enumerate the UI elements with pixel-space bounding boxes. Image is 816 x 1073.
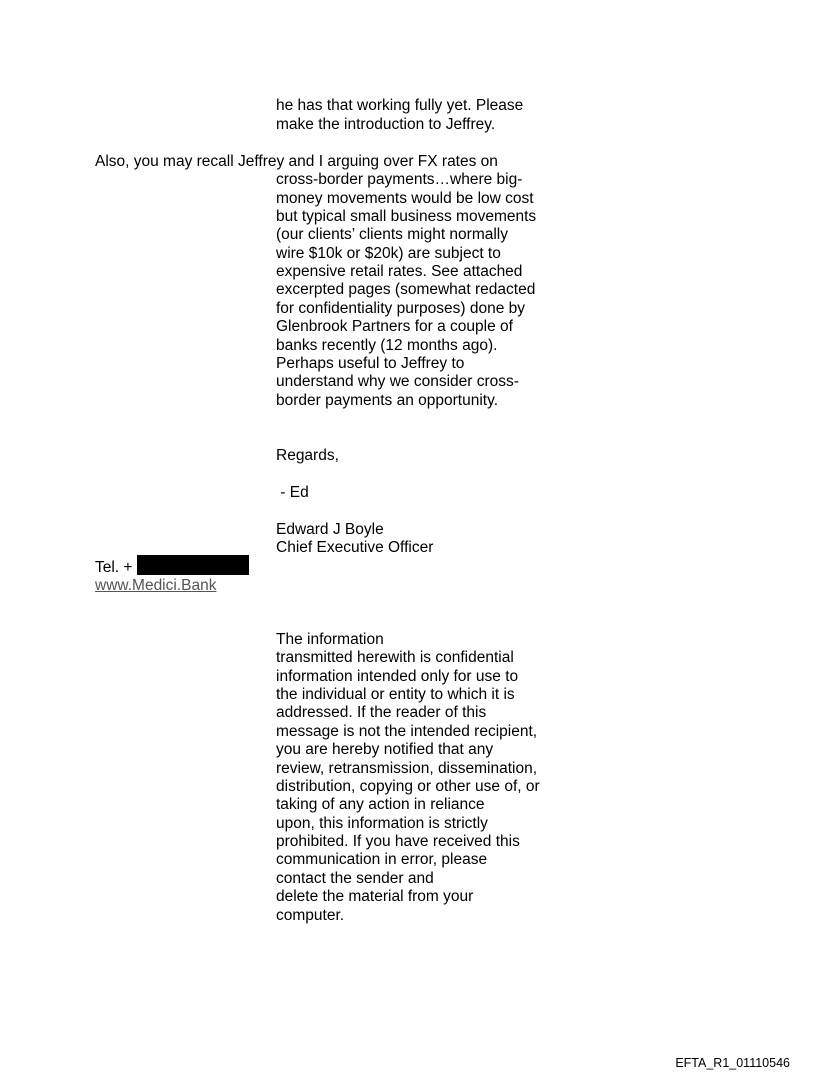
disclaimer-line: review, retransmission, dissemination,: [276, 759, 538, 777]
email-body-line: for confidentiality purposes) done by: [276, 299, 526, 317]
signature-name: Edward J Boyle: [276, 520, 384, 538]
email-body-line: expensive retail rates. See attached: [276, 263, 523, 280]
disclaimer-line: you are hereby notified that any: [276, 741, 494, 758]
disclaimer-line: contact the sender and: [276, 869, 434, 887]
email-body-line: cross-border payments…where big-: [276, 171, 523, 188]
website-link[interactable]: www.Medici.Bank: [95, 576, 217, 594]
email-body-line: (our clients’ clients might normally: [276, 226, 509, 243]
disclaimer-line: taking of any action in reliance: [276, 796, 485, 813]
email-body-line: wire $10k or $20k) are subject to: [276, 244, 501, 262]
email-body-line: excerpted pages (somewhat redacted: [276, 281, 536, 298]
disclaimer-line: communication in error, please: [276, 851, 488, 868]
disclaimer-line: The information: [276, 630, 384, 648]
disclaimer-line: the individual or entity to which it is: [276, 686, 515, 703]
signature-title: Chief Executive Officer: [276, 539, 434, 556]
closing-text: Regards,: [276, 446, 339, 464]
redaction-block: [137, 555, 249, 575]
disclaimer-line: delete the material from your: [276, 888, 474, 905]
telephone-label: Tel. +: [95, 559, 133, 576]
disclaimer-line: transmitted herewith is confidential: [276, 649, 514, 666]
email-body-line: Perhaps useful to Jeffrey to: [276, 354, 465, 372]
email-body-line: he has that working fully yet. Please: [276, 97, 524, 114]
email-body-line: border payments an opportunity.: [276, 391, 499, 409]
disclaimer-line: information intended only for use to: [276, 667, 519, 685]
disclaimer-line: message is not the intended recipient,: [276, 722, 538, 740]
document-id: EFTA_R1_01110546: [675, 1056, 790, 1070]
email-body-line: understand why we consider cross-: [276, 373, 519, 390]
disclaimer-line: distribution, copying or other use of, or: [276, 777, 540, 795]
disclaimer-line: addressed. If the reader of this: [276, 704, 487, 721]
email-body-line: money movements would be low cost: [276, 189, 534, 207]
disclaimer-line: computer.: [276, 906, 345, 924]
disclaimer-line: upon, this information is strictly: [276, 814, 488, 832]
disclaimer-line: prohibited. If you have received this: [276, 833, 520, 850]
signoff-text: - Ed: [276, 483, 309, 501]
email-body-line: Glenbrook Partners for a couple of: [276, 318, 513, 335]
email-body-line: banks recently (12 months ago).: [276, 336, 498, 354]
email-body-line: but typical small business movements: [276, 208, 537, 225]
email-body-line: make the introduction to Jeffrey.: [276, 115, 496, 133]
email-body-line: Also, you may recall Jeffrey and I arguing over FX rates on: [95, 152, 498, 170]
